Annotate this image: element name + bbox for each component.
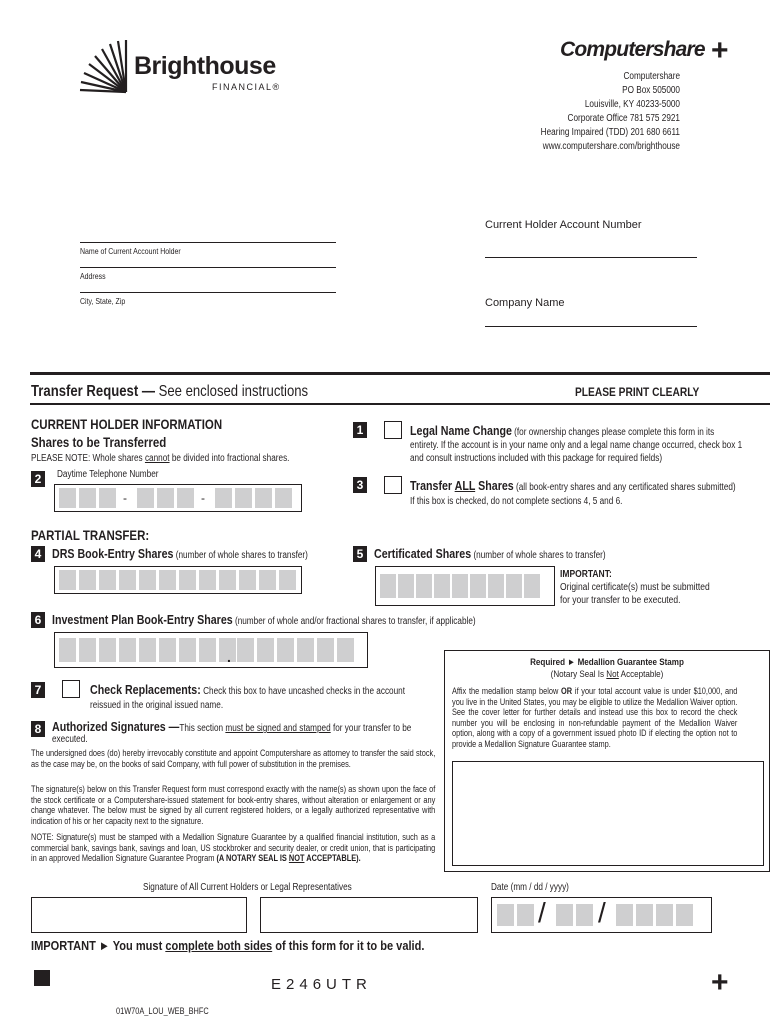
signature-field-2[interactable] (260, 897, 478, 933)
authorized-signatures-heading: Authorized Signatures —This section must be signed and stamped for your transfer to be executed. (52, 719, 412, 745)
transfer-all-heading: Transfer ALL Shares (all book-entry shares and any certificated shares submitted) (410, 478, 736, 493)
check-replacement-checkbox[interactable] (62, 680, 80, 698)
section-8-badge: 8 (31, 721, 45, 737)
account-number-label: Current Holder Account Number (485, 219, 642, 231)
signature-field-1[interactable] (31, 897, 247, 933)
legal-name-change-checkbox[interactable] (384, 421, 402, 439)
registration-plus-bottom: + (711, 966, 729, 999)
registration-plus-top: + (711, 34, 729, 67)
medallion-subtitle: (Notary Seal Is Not Acceptable) (550, 669, 664, 680)
computershare-address (480, 70, 680, 154)
address-line: Louisville, KY 40233-5000 (584, 99, 680, 110)
transfer-all-checkbox[interactable] (384, 476, 402, 494)
holder-name-label: Name of Current Account Holder (80, 246, 181, 256)
address-line[interactable]: www.computershare.com/brighthouse (542, 141, 680, 152)
phone-separator: - (201, 491, 205, 505)
brand-sub: FINANCIAL® (212, 82, 281, 92)
section-3-badge: 3 (353, 477, 367, 493)
signature-label: Signature of All Current Holders or Legal Representatives (143, 882, 352, 893)
address-line: Computershare (623, 71, 680, 82)
phone-number-field[interactable] (54, 484, 302, 512)
medallion-stamp-area[interactable] (452, 761, 764, 866)
holder-address-line[interactable] (80, 267, 336, 268)
holder-address-label: Address (80, 271, 106, 281)
banner-title-bold: Transfer Request — (31, 383, 155, 400)
partial-transfer-heading: PARTIAL TRANSFER: (31, 527, 150, 543)
medallion-guarantee-box (444, 650, 770, 872)
banner-title (31, 383, 369, 401)
phone-separator: - (123, 491, 127, 505)
address-line: PO Box 505000 (622, 85, 680, 96)
phone-label: Daytime Telephone Number (57, 469, 159, 480)
corner-registration-mark (34, 970, 50, 986)
section-5-badge: 5 (353, 546, 367, 562)
address-line: Hearing Impaired (TDD) 201 680 6611 (540, 127, 680, 138)
banner-rule-top (30, 372, 770, 375)
print-clearly: PLEASE PRINT CLEARLY (575, 385, 700, 399)
shares-transferred-heading: Shares to be Transferred (31, 434, 167, 450)
transfer-all-desc: If this box is checked, do not complete sections 4, 5 and 6. (410, 496, 623, 507)
holder-city-line[interactable] (80, 292, 336, 293)
complete-both-sides-notice: IMPORTANT ► You must complete both sides of this form for it to be valid. (31, 938, 425, 953)
investment-plan-heading: Investment Plan Book-Entry Shares (number of whole and/or fractional shares to transfer, if applicable) (52, 612, 476, 627)
section-7-badge: 7 (31, 682, 45, 698)
certificate-important: IMPORTANT: Original certificate(s) must be submitted for your transfer to be executed. (560, 569, 710, 606)
medallion-instructions: Affix the medallion stamp below OR if your total account value is under $10,000, and you live in the United States, you may be eligible to utilize the Medallion Waiver option. See the cover letter for further details and instead use this box to record the check number you will be enclosing in non-refundable payment of the Medallion Waiver option, along with a copy of a government issued photo ID if electing the option not to provide a Medallion Signature Guarantee stamp. (452, 686, 738, 749)
computershare-logo: Computershare (560, 38, 705, 61)
medallion-note-paragraph: NOTE: Signature(s) must be stamped with a Medallion Signature Guarantee by a qualified financial institution, such as a commercial bank, savings bank, savings and loan, US stockbroker and security dealer, or credit union, that is participating in an approved Medallion Signature Guarantee Program (A NOTARY SEAL IS NOT ACCEPTABLE). (31, 832, 436, 863)
document-id: 01W70A_LOU_WEB_BHFC (116, 1006, 209, 1016)
attorney-paragraph: The undersigned does (do) hereby irrevocably constitute and appoint Computershare as attorney to transfer the said stock, as the case may be, on the books of said Company, with full power of substitution in the premises. (31, 748, 436, 769)
decimal-point: . (227, 649, 231, 665)
company-name-label: Company Name (485, 297, 565, 309)
section-1-badge: 1 (353, 422, 367, 438)
date-label: Date (mm / dd / yyyy) (491, 882, 569, 893)
section-6-badge: 6 (31, 612, 45, 628)
legal-name-change-desc: entirety. If the account is in your name only and a legal name change occurred, check box 1 and consult instructions included with this package for required fields) (410, 440, 743, 464)
address-line: Corporate Office 781 575 2921 (567, 113, 680, 124)
check-replacement-text: Check Replacements: Check this box to have uncashed checks in the account reissued in the original issued name. (90, 682, 406, 711)
drs-shares-field[interactable] (54, 566, 302, 594)
section-4-badge: 4 (31, 546, 45, 562)
holder-name-line[interactable] (80, 242, 336, 243)
date-separator: / (598, 897, 606, 928)
investment-plan-shares-field[interactable] (54, 632, 368, 668)
sunburst-icon (78, 40, 130, 94)
signature-match-paragraph: The signature(s) below on this Transfer Request form must correspond exactly with the name(s) as shown upon the face of the stock certificate or a Computershare-issued statement for book-entry shares, without alteration or enlargement or any change whatever. The below must be signed by all current registered holders, or a legally authorized representative with indication of his or her capacity next to the signature. (31, 784, 436, 826)
brand-name: Brighthouse (134, 52, 276, 80)
date-field[interactable] (491, 897, 712, 933)
certificated-shares-heading: Certificated Shares (number of whole shares to transfer) (374, 546, 606, 561)
section-2-badge: 2 (31, 471, 45, 487)
date-separator: / (538, 897, 546, 928)
holder-city-label: City, State, Zip (80, 296, 126, 306)
whole-shares-note: PLEASE NOTE: Whole shares cannot be divided into fractional shares. (31, 453, 290, 464)
legal-name-change-heading: Legal Name Change (for ownership changes please complete this form in its (410, 423, 715, 438)
current-holder-heading: CURRENT HOLDER INFORMATION (31, 416, 223, 432)
medallion-title: Required ► Medallion Guarantee Stamp (530, 657, 684, 668)
brighthouse-logo (78, 40, 288, 96)
account-number-field[interactable] (485, 257, 697, 258)
banner-rule-bottom (30, 403, 770, 405)
banner-title-rest: See enclosed instructions (154, 383, 309, 400)
drs-book-entry-heading: DRS Book-Entry Shares (number of whole shares to transfer) (52, 546, 308, 561)
form-code: E246UTR (271, 976, 372, 993)
certificated-shares-field[interactable] (375, 566, 555, 606)
company-name-field[interactable] (485, 326, 697, 327)
